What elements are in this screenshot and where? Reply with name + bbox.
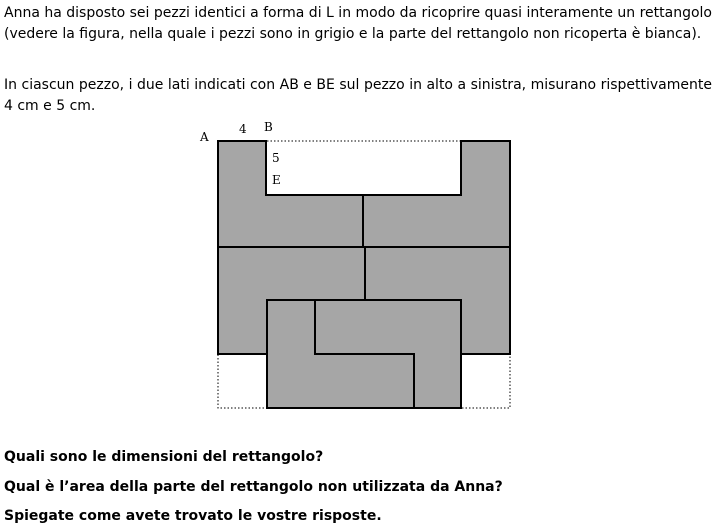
- question-explain: Spiegate come avete trovato le vostre risposte.: [4, 508, 382, 524]
- label-ab-length: 4: [239, 122, 247, 136]
- intro-paragraph: Anna ha disposto sei pezzi identici a forma di L in modo da ricoprire quasi interamente un rettangolo (vedere la figura, nella quale i pezzi sono in grigio e la parte del rettangolo non ricoperta è bianca).: [4, 5, 712, 42]
- l-piece-top-right: [363, 141, 510, 247]
- l-pieces-figure: [190, 118, 530, 418]
- l-piece-top-left: [218, 141, 363, 247]
- question-dimensions: Quali sono le dimensioni del rettangolo?: [4, 449, 324, 465]
- measures-paragraph: In ciascun pezzo, i due lati indicati con AB e BE sul pezzo in alto a sinistra, misurano rispettivamente 4 cm e 5 cm.: [4, 77, 712, 114]
- label-a: A: [200, 130, 209, 144]
- label-b: B: [264, 120, 273, 134]
- label-be-length: 5: [272, 151, 280, 165]
- label-e: E: [272, 173, 281, 187]
- question-unused-area: Qual è l’area della parte del rettangolo non utilizzata da Anna?: [4, 479, 503, 495]
